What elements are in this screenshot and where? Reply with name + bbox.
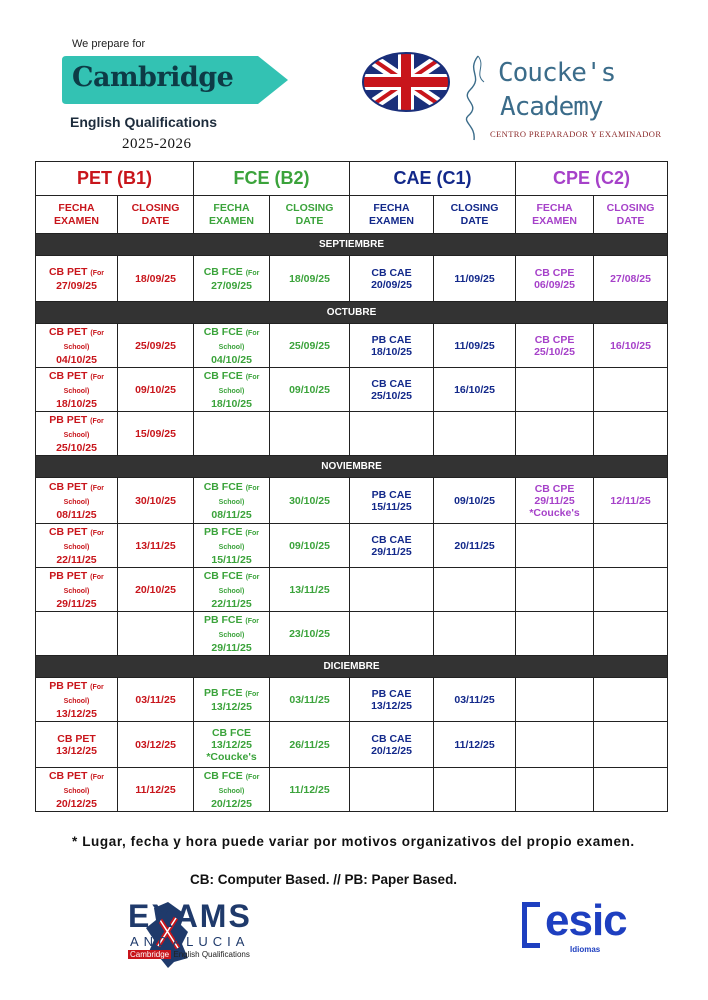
table-row	[36, 368, 668, 412]
cae-closing-cell: 11/12/25	[434, 722, 516, 768]
exam-calendar-table	[35, 161, 668, 812]
empty-cell	[594, 612, 668, 656]
cpe-closing-cell: 16/10/25	[594, 324, 668, 368]
col-fecha-examen	[194, 196, 270, 234]
cae-closing-cell: 11/09/25	[434, 256, 516, 302]
cae-exam-cell	[350, 368, 434, 412]
empty-cell	[350, 768, 434, 812]
empty-cell	[516, 568, 594, 612]
exam-date: 29/11/25	[211, 641, 252, 654]
exam-type: CB CPE	[534, 333, 575, 346]
exam-date: 20/12/25	[371, 744, 412, 757]
school-tag: School)	[63, 787, 90, 795]
uk-flag-icon	[362, 52, 450, 112]
exam-date: 04/10/25	[56, 353, 97, 366]
col-label: CLOSING	[285, 201, 334, 214]
empty-cell	[194, 412, 270, 456]
cpe-exam-cell	[516, 478, 594, 524]
month-row	[36, 456, 668, 478]
exam-date: 27/09/25	[211, 279, 252, 292]
table-row	[36, 768, 668, 812]
pet-exam-cell	[36, 478, 118, 524]
col-fecha-examen	[36, 196, 118, 234]
table-row	[36, 612, 668, 656]
fce-closing-cell: 13/11/25	[270, 568, 350, 612]
month-row	[36, 234, 668, 256]
empty-cell	[594, 768, 668, 812]
school-tag: School)	[63, 543, 90, 551]
col-label: FECHA	[373, 201, 410, 214]
pet-closing-cell: 13/11/25	[118, 524, 194, 568]
empty-cell	[350, 412, 434, 456]
school-tag: School)	[218, 343, 245, 351]
school-tag: (For	[245, 617, 260, 625]
pet-closing-cell: 30/10/25	[118, 478, 194, 524]
pet-exam-cell	[36, 524, 118, 568]
exam-type: CB CPE	[534, 266, 575, 279]
col-label: FECHA	[213, 201, 250, 214]
cae-exam-cell	[350, 256, 434, 302]
empty-cell	[516, 768, 594, 812]
fce-closing-cell: 30/10/25	[270, 478, 350, 524]
exam-type: PB CAE	[371, 687, 412, 700]
cpe-closing-cell: 12/11/25	[594, 478, 668, 524]
table-row	[36, 256, 668, 302]
cambridge-prelabel: We prepare for	[72, 38, 146, 50]
exam-date: 25/10/25	[56, 441, 97, 454]
fce-exam-cell	[194, 722, 270, 768]
exams-logo-subtitle: ANDALUCIA	[130, 934, 250, 949]
exam-date: 20/12/25	[56, 797, 97, 810]
empty-cell	[434, 768, 516, 812]
school-tag: (For	[245, 529, 260, 537]
exam-type: PB CAE	[371, 333, 412, 346]
exam-type: CB PET	[48, 480, 88, 493]
exam-date: 22/11/25	[56, 553, 97, 566]
school-tag: (For	[245, 329, 260, 337]
column-header-row	[36, 196, 668, 234]
empty-cell	[516, 412, 594, 456]
exam-type: CB CPE	[534, 482, 575, 495]
exam-type: CB PET	[48, 769, 88, 782]
fce-closing-cell: 23/10/25	[270, 612, 350, 656]
academy-name-line2: Academy	[500, 92, 603, 122]
school-tag: School)	[63, 587, 90, 595]
pet-exam-cell	[36, 368, 118, 412]
fce-exam-cell	[194, 612, 270, 656]
empty-cell	[594, 568, 668, 612]
exam-type: PB PET	[49, 679, 88, 692]
exam-date: 13/12/25	[56, 707, 97, 720]
fce-exam-cell	[194, 524, 270, 568]
pet-closing-cell: 20/10/25	[118, 568, 194, 612]
qualifications-tag: English Qualifications	[173, 950, 250, 959]
exam-type: PB FCE	[203, 686, 243, 699]
col-label: DATE	[460, 214, 489, 227]
school-tag: (For	[245, 484, 260, 492]
academy-name-line1: Coucke's	[498, 58, 616, 88]
exam-header-cpe: CPE (C2)	[516, 162, 668, 196]
cae-closing-cell: 09/10/25	[434, 478, 516, 524]
cambridge-tag: Cambridge	[130, 950, 170, 959]
empty-cell	[516, 612, 594, 656]
col-closing-date	[434, 196, 516, 234]
fce-closing-cell: 09/10/25	[270, 368, 350, 412]
exam-type: CB FCE	[203, 265, 243, 278]
cpe-closing-cell: 27/08/25	[594, 256, 668, 302]
fce-closing-cell: 09/10/25	[270, 524, 350, 568]
exam-type: CB FCE	[203, 769, 243, 782]
academy-tagline: CENTRO PREPARADOR Y EXAMINADOR	[490, 129, 662, 139]
cambridge-subtitle: English Qualifications	[70, 114, 218, 130]
pet-closing-cell: 03/12/25	[118, 722, 194, 768]
school-tag: (For	[90, 773, 105, 781]
empty-cell	[434, 412, 516, 456]
fce-exam-cell	[194, 568, 270, 612]
fce-exam-cell	[194, 256, 270, 302]
esic-logo-subtitle: Idiomas	[570, 945, 601, 954]
col-closing-date	[270, 196, 350, 234]
fce-closing-cell: 18/09/25	[270, 256, 350, 302]
esic-logo-text: esic	[545, 896, 627, 945]
table-row	[36, 722, 668, 768]
empty-cell	[594, 524, 668, 568]
school-tag: (For	[245, 690, 260, 698]
exam-date: 15/11/25	[371, 500, 412, 513]
exams-logo-tagline	[128, 950, 250, 959]
empty-cell	[594, 678, 668, 722]
empty-cell	[594, 412, 668, 456]
exam-type: CB FCE	[211, 726, 252, 739]
exam-type: CB PET	[48, 265, 88, 278]
exam-type: PB CAE	[371, 488, 412, 501]
table-row	[36, 478, 668, 524]
empty-cell	[516, 722, 594, 768]
exam-header-row	[36, 162, 668, 196]
exam-type: CB FCE	[203, 369, 243, 382]
month-label: SEPTIEMBRE	[36, 234, 668, 256]
empty-cell	[434, 612, 516, 656]
month-label: NOVIEMBRE	[36, 456, 668, 478]
exam-date: 25/10/25	[534, 345, 575, 358]
fce-exam-cell	[194, 768, 270, 812]
school-tag: (For	[90, 573, 104, 581]
school-tag: School)	[218, 787, 245, 795]
school-tag: (For	[90, 329, 105, 337]
exam-date: 13/12/25	[211, 738, 252, 751]
exam-date: 08/11/25	[211, 508, 252, 521]
pet-exam-cell	[36, 256, 118, 302]
page-header	[0, 0, 708, 160]
fce-exam-cell	[194, 478, 270, 524]
empty-cell	[516, 368, 594, 412]
col-label: EXAMEN	[209, 214, 254, 227]
empty-cell	[118, 612, 194, 656]
table-row	[36, 524, 668, 568]
exam-type: PB FCE	[203, 613, 243, 626]
table-row	[36, 324, 668, 368]
col-closing-date	[594, 196, 668, 234]
exam-date: 13/12/25	[371, 699, 412, 712]
exam-type: CB CAE	[371, 266, 412, 279]
venue-note: *Coucke's	[206, 750, 257, 763]
col-label: CLOSING	[450, 201, 499, 214]
pet-closing-cell: 25/09/25	[118, 324, 194, 368]
academic-year: 2025-2026	[122, 136, 192, 152]
fce-exam-cell	[194, 678, 270, 722]
exam-type: CB CAE	[371, 533, 412, 546]
exam-date: 18/10/25	[211, 397, 252, 410]
table-row	[36, 678, 668, 722]
school-tag: (For	[90, 417, 104, 425]
school-tag: School)	[218, 587, 245, 595]
fce-closing-cell: 03/11/25	[270, 678, 350, 722]
col-label: DATE	[616, 214, 645, 227]
exam-date: 18/10/25	[371, 345, 412, 358]
empty-cell	[350, 568, 434, 612]
month-row	[36, 302, 668, 324]
school-tag: School)	[63, 387, 90, 395]
pet-closing-cell: 03/11/25	[118, 678, 194, 722]
col-label: CLOSING	[606, 201, 655, 214]
exam-type: PB FCE	[203, 525, 243, 538]
pet-closing-cell: 09/10/25	[118, 368, 194, 412]
school-tag: School)	[218, 387, 245, 395]
exam-date: 04/10/25	[211, 353, 252, 366]
col-label: FECHA	[58, 201, 95, 214]
school-tag: (For	[245, 573, 260, 581]
exam-date: 13/12/25	[211, 700, 252, 713]
exam-date: 27/09/25	[56, 279, 97, 292]
col-label: FECHA	[536, 201, 573, 214]
fce-closing-cell: 26/11/25	[270, 722, 350, 768]
col-fecha-examen	[516, 196, 594, 234]
month-label: DICIEMBRE	[36, 656, 668, 678]
col-label: CLOSING	[131, 201, 180, 214]
school-tag: (For	[90, 683, 104, 691]
exam-type: CB FCE	[203, 325, 243, 338]
school-tag: School)	[63, 343, 90, 351]
exam-date: 15/11/25	[211, 553, 252, 566]
exam-header-pet: PET (B1)	[36, 162, 194, 196]
col-label: EXAMEN	[54, 214, 99, 227]
fce-closing-cell: 25/09/25	[270, 324, 350, 368]
cae-closing-cell: 03/11/25	[434, 678, 516, 722]
exam-date: 20/09/25	[371, 278, 412, 291]
empty-cell	[594, 368, 668, 412]
exam-date: 29/11/25	[534, 494, 575, 507]
venue-note: *Coucke's	[529, 506, 580, 519]
exam-date: 06/09/25	[534, 278, 575, 291]
school-tag: (For	[245, 373, 260, 381]
exam-date: 20/12/25	[211, 797, 252, 810]
cambridge-logo-text: Cambridge	[72, 62, 234, 93]
month-label: OCTUBRE	[36, 302, 668, 324]
pet-exam-cell	[36, 412, 118, 456]
cae-exam-cell	[350, 324, 434, 368]
exam-header-fce: FCE (B2)	[194, 162, 350, 196]
exam-date: 18/10/25	[56, 397, 97, 410]
table-row	[36, 412, 668, 456]
table-row	[36, 568, 668, 612]
empty-cell	[350, 612, 434, 656]
school-tag: (For	[245, 773, 260, 781]
exam-type: CB PET	[48, 525, 88, 538]
empty-cell	[516, 678, 594, 722]
school-tag: (For	[245, 269, 260, 277]
cae-exam-cell	[350, 678, 434, 722]
exam-date: 29/11/25	[56, 597, 97, 610]
col-label: DATE	[141, 214, 170, 227]
school-tag: (For	[90, 269, 105, 277]
exam-date: 13/12/25	[56, 744, 97, 757]
exam-date: 22/11/25	[211, 597, 252, 610]
fce-closing-cell: 11/12/25	[270, 768, 350, 812]
school-tag: (For	[90, 529, 105, 537]
exam-type: CB PET	[57, 732, 96, 745]
empty-cell	[516, 524, 594, 568]
cpe-exam-cell	[516, 256, 594, 302]
cpe-exam-cell	[516, 324, 594, 368]
pet-exam-cell	[36, 768, 118, 812]
col-label: DATE	[295, 214, 324, 227]
pet-closing-cell: 11/12/25	[118, 768, 194, 812]
exam-type: CB FCE	[203, 480, 243, 493]
exam-date: 08/11/25	[56, 508, 97, 521]
cae-exam-cell	[350, 722, 434, 768]
exam-date: 29/11/25	[371, 545, 412, 558]
pet-exam-cell	[36, 678, 118, 722]
school-tag: School)	[218, 543, 245, 551]
school-tag: School)	[63, 431, 90, 439]
cae-closing-cell: 16/10/25	[434, 368, 516, 412]
month-row	[36, 656, 668, 678]
exam-type: CB FCE	[203, 569, 243, 582]
cae-exam-cell	[350, 478, 434, 524]
empty-cell	[434, 568, 516, 612]
cae-exam-cell	[350, 524, 434, 568]
cb-pb-legend: CB: Computer Based. // PB: Paper Based.	[190, 872, 458, 887]
empty-cell	[36, 612, 118, 656]
empty-cell	[594, 722, 668, 768]
pet-exam-cell	[36, 324, 118, 368]
exam-type: CB PET	[48, 325, 88, 338]
exam-date: 25/10/25	[371, 389, 412, 402]
cae-closing-cell: 11/09/25	[434, 324, 516, 368]
exam-type: CB CAE	[371, 732, 412, 745]
school-tag: School)	[63, 697, 90, 705]
col-closing-date	[118, 196, 194, 234]
pet-exam-cell	[36, 722, 118, 768]
col-fecha-examen	[350, 196, 434, 234]
cae-closing-cell: 20/11/25	[434, 524, 516, 568]
school-tag: (For	[90, 484, 105, 492]
empty-cell	[270, 412, 350, 456]
col-label: EXAMEN	[532, 214, 577, 227]
school-tag: School)	[218, 631, 245, 639]
exam-type: CB CAE	[371, 377, 412, 390]
fce-exam-cell	[194, 368, 270, 412]
disclaimer-note: * Lugar, fecha y hora puede variar por motivos organizativos del propio examen.	[72, 834, 635, 849]
exam-type: PB PET	[49, 569, 88, 582]
pet-closing-cell: 15/09/25	[118, 412, 194, 456]
col-label: EXAMEN	[369, 214, 414, 227]
pet-closing-cell: 18/09/25	[118, 256, 194, 302]
fce-exam-cell	[194, 324, 270, 368]
school-tag: (For	[90, 373, 105, 381]
school-tag: School)	[63, 498, 90, 506]
exams-logo-title: EXAMS	[128, 898, 252, 934]
exam-type: PB PET	[49, 413, 88, 426]
pet-exam-cell	[36, 568, 118, 612]
exam-type: CB PET	[48, 369, 88, 382]
exam-header-cae: CAE (C1)	[350, 162, 516, 196]
school-tag: School)	[218, 498, 245, 506]
